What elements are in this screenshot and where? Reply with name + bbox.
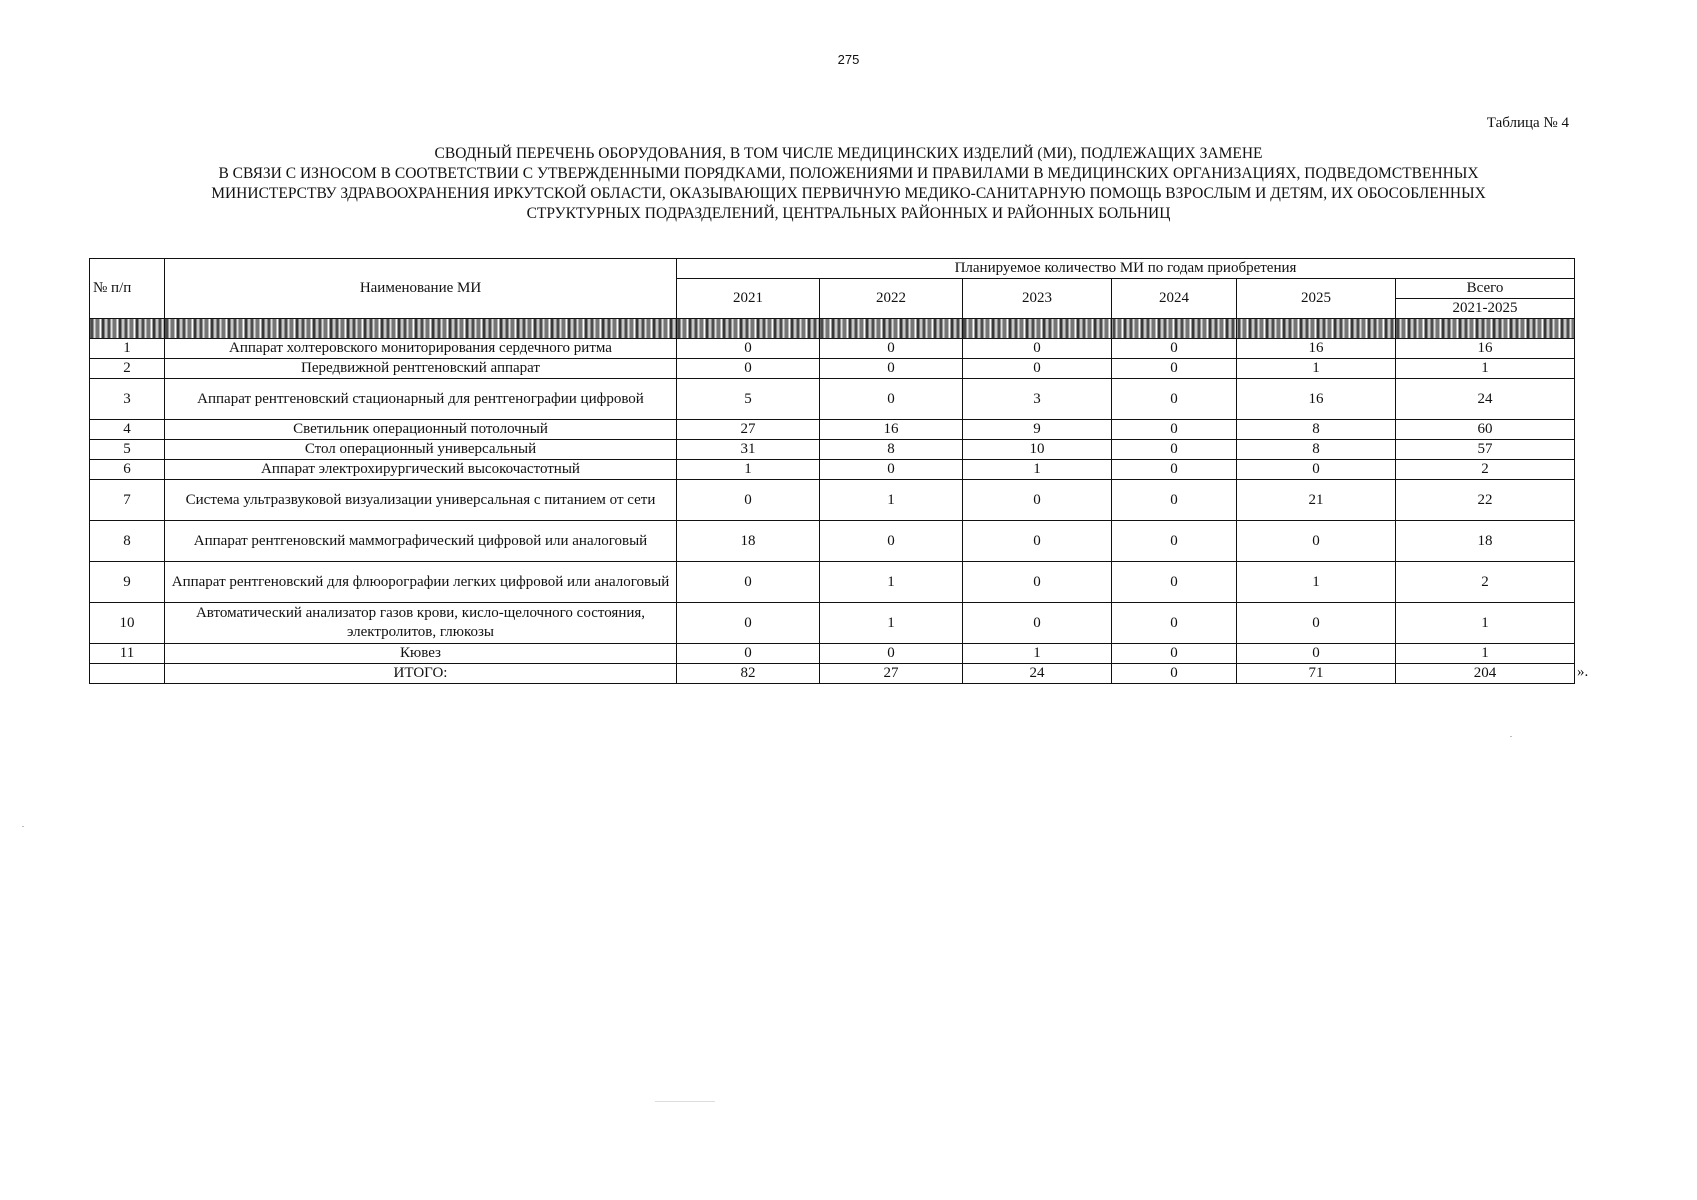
year-value: 0 <box>963 521 1112 562</box>
row-total: 1 <box>1396 359 1575 379</box>
year-value: 0 <box>1112 420 1237 440</box>
year-value: 21 <box>1237 480 1396 521</box>
year-total: 24 <box>963 664 1112 684</box>
year-total: 71 <box>1237 664 1396 684</box>
obscured-row <box>90 319 1575 339</box>
table-row <box>90 562 1575 603</box>
column-header-year: 2023 <box>963 279 1112 319</box>
item-name: Стол операционный универсальный <box>165 440 677 460</box>
year-value: 0 <box>1112 440 1237 460</box>
row-total: 57 <box>1396 440 1575 460</box>
item-name: Автоматический анализатор газов крови, кисло-щелочного состояния, электролитов, глюкозы <box>165 603 677 644</box>
document-title <box>100 144 1597 224</box>
total-row <box>90 664 1575 684</box>
row-total: 22 <box>1396 480 1575 521</box>
year-value: 0 <box>1112 379 1237 420</box>
year-value: 0 <box>1112 359 1237 379</box>
item-name: Светильник операционный потолочный <box>165 420 677 440</box>
year-value: 8 <box>820 440 963 460</box>
row-total: 16 <box>1396 339 1575 359</box>
year-value: 0 <box>1237 460 1396 480</box>
item-name: Аппарат рентгеновский стационарный для рентгенографии цифровой <box>165 379 677 420</box>
year-value: 0 <box>677 603 820 644</box>
year-value: 0 <box>820 460 963 480</box>
item-name: Аппарат электрохирургический высокочастотный <box>165 460 677 480</box>
year-value: 0 <box>963 480 1112 521</box>
year-value: 0 <box>1112 562 1237 603</box>
row-number: 8 <box>90 521 165 562</box>
year-value: 1 <box>963 644 1112 664</box>
year-value: 1 <box>1237 562 1396 603</box>
year-value: 0 <box>1112 521 1237 562</box>
scan-speck <box>1510 736 1512 737</box>
year-value: 8 <box>1237 420 1396 440</box>
table-row <box>90 379 1575 420</box>
row-total: 2 <box>1396 562 1575 603</box>
header-row <box>90 259 1575 279</box>
row-number: 6 <box>90 460 165 480</box>
column-header-year: 2025 <box>1237 279 1396 319</box>
year-value: 0 <box>1112 480 1237 521</box>
title-line: МИНИСТЕРСТВУ ЗДРАВООХРАНЕНИЯ ИРКУТСКОЙ ОБЛАСТИ, ОКАЗЫВАЮЩИХ ПЕРВИЧНУЮ МЕДИКО-САНИТАРНУЮ ПОМОЩЬ ВЗРОСЛЫМ И ДЕТЯМ, ИХ ОБОСОБЛЕННЫХ <box>211 185 1486 202</box>
table-row <box>90 440 1575 460</box>
column-header-planned: Планируемое количество МИ по годам приобретения <box>677 259 1575 279</box>
column-header-total-range: 2021-2025 <box>1396 299 1575 319</box>
year-value: 16 <box>1237 339 1396 359</box>
column-header-year: 2021 <box>677 279 820 319</box>
year-total: 0 <box>1112 664 1237 684</box>
year-value: 10 <box>963 440 1112 460</box>
year-value: 0 <box>963 339 1112 359</box>
scan-speck <box>22 826 24 827</box>
year-value: 9 <box>963 420 1112 440</box>
year-value: 1 <box>820 603 963 644</box>
year-value: 1 <box>820 480 963 521</box>
item-name: Передвижной рентгеновский аппарат <box>165 359 677 379</box>
row-total: 60 <box>1396 420 1575 440</box>
total-row-number <box>90 664 165 684</box>
page-number: 275 <box>837 52 860 67</box>
year-value: 27 <box>677 420 820 440</box>
grand-total: 204 <box>1396 664 1575 684</box>
column-header-num: № п/п <box>90 259 165 319</box>
year-value: 0 <box>963 562 1112 603</box>
item-name: Кювез <box>165 644 677 664</box>
year-value: 18 <box>677 521 820 562</box>
table-body <box>90 319 1575 684</box>
row-total: 1 <box>1396 644 1575 664</box>
table-row <box>90 359 1575 379</box>
item-name: Аппарат рентгеновский для флюорографии легких цифровой или аналоговый <box>165 562 677 603</box>
year-value: 0 <box>1112 603 1237 644</box>
year-value: 0 <box>820 379 963 420</box>
total-label: ИТОГО: <box>165 664 677 684</box>
year-value: 0 <box>963 603 1112 644</box>
year-value: 0 <box>677 339 820 359</box>
year-value: 0 <box>1112 644 1237 664</box>
year-value: 0 <box>677 644 820 664</box>
table-row <box>90 603 1575 644</box>
closing-quote: ». <box>1577 664 1589 680</box>
year-value: 0 <box>820 359 963 379</box>
row-total: 18 <box>1396 521 1575 562</box>
equipment-table <box>89 258 1575 684</box>
row-number: 3 <box>90 379 165 420</box>
year-value: 0 <box>1237 521 1396 562</box>
row-total: 24 <box>1396 379 1575 420</box>
year-value: 31 <box>677 440 820 460</box>
row-number: 1 <box>90 339 165 359</box>
year-value: 0 <box>677 359 820 379</box>
column-header-total: Всего <box>1396 279 1575 299</box>
year-value: 0 <box>1237 644 1396 664</box>
year-value: 0 <box>820 339 963 359</box>
year-value: 0 <box>820 644 963 664</box>
row-number: 11 <box>90 644 165 664</box>
column-header-name: Наименование МИ <box>165 259 677 319</box>
row-number: 9 <box>90 562 165 603</box>
year-value: 1 <box>1237 359 1396 379</box>
scan-speck <box>655 1101 715 1102</box>
year-value: 0 <box>1112 460 1237 480</box>
title-line: В СВЯЗИ С ИЗНОСОМ В СООТВЕТСТВИИ С УТВЕРЖДЕННЫМИ ПОРЯДКАМИ, ПОЛОЖЕНИЯМИ И ПРАВИЛАМИ В МЕДИЦИНСКИХ ОРГАНИЗАЦИЯХ, ПОДВЕДОМСТВЕННЫХ <box>218 165 1479 182</box>
year-value: 5 <box>677 379 820 420</box>
year-value: 3 <box>963 379 1112 420</box>
table-row <box>90 460 1575 480</box>
column-header-year: 2022 <box>820 279 963 319</box>
equipment-table-container <box>89 258 1575 684</box>
item-name: Система ультразвуковой визуализации универсальная с питанием от сети <box>165 480 677 521</box>
row-total: 1 <box>1396 603 1575 644</box>
year-value: 0 <box>963 359 1112 379</box>
table-row <box>90 521 1575 562</box>
year-value: 0 <box>677 480 820 521</box>
year-value: 0 <box>1112 339 1237 359</box>
item-name: Аппарат холтеровского мониторирования сердечного ритма <box>165 339 677 359</box>
year-total: 82 <box>677 664 820 684</box>
year-value: 16 <box>820 420 963 440</box>
year-value: 0 <box>820 521 963 562</box>
year-value: 1 <box>820 562 963 603</box>
column-header-year: 2024 <box>1112 279 1237 319</box>
row-number: 5 <box>90 440 165 460</box>
table-row <box>90 339 1575 359</box>
table-row <box>90 480 1575 521</box>
title-line: СТРУКТУРНЫХ ПОДРАЗДЕЛЕНИЙ, ЦЕНТРАЛЬНЫХ РАЙОННЫХ И РАЙОННЫХ БОЛЬНИЦ <box>526 205 1171 222</box>
table-row <box>90 420 1575 440</box>
year-value: 1 <box>677 460 820 480</box>
row-total: 2 <box>1396 460 1575 480</box>
year-value: 0 <box>677 562 820 603</box>
title-line: СВОДНЫЙ ПЕРЕЧЕНЬ ОБОРУДОВАНИЯ, В ТОМ ЧИСЛЕ МЕДИЦИНСКИХ ИЗДЕЛИЙ (МИ), ПОДЛЕЖАЩИХ ЗАМЕНЕ <box>434 145 1263 162</box>
table-row <box>90 644 1575 664</box>
row-number: 4 <box>90 420 165 440</box>
year-value: 1 <box>963 460 1112 480</box>
row-number: 7 <box>90 480 165 521</box>
year-total: 27 <box>820 664 963 684</box>
item-name: Аппарат рентгеновский маммографический цифровой или аналоговый <box>165 521 677 562</box>
year-value: 0 <box>1237 603 1396 644</box>
table-label: Таблица № 4 <box>1486 115 1569 131</box>
row-number: 2 <box>90 359 165 379</box>
year-value: 8 <box>1237 440 1396 460</box>
year-value: 16 <box>1237 379 1396 420</box>
row-number: 10 <box>90 603 165 644</box>
